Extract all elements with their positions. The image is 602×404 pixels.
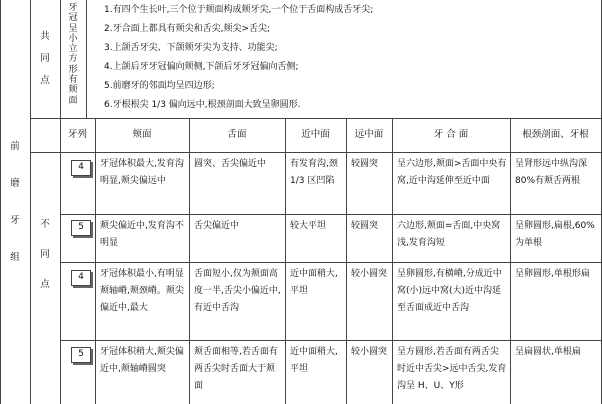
section-label-char: 前 — [10, 141, 20, 152]
header-distal: 远中面 — [354, 129, 384, 140]
cell-mesial: 有发育沟,颈 1/3 区凹陷 — [290, 159, 338, 186]
tooth-number-box: 5 — [71, 347, 91, 363]
grid-line — [95, 118, 96, 404]
cell-buccal: 牙冠体积最大,发育沟明显,颊尖偏远中 — [100, 159, 184, 186]
grid-line — [30, 0, 31, 404]
cell-occlusal: 六边形,颊面=舌面,中央窝浅,发育沟短 — [397, 221, 501, 248]
cell-root: 呈扁圆状,单根扁 — [515, 347, 581, 357]
cell-mesial: 近中面稍大,平坦 — [290, 347, 338, 374]
cell-occlusal: 呈六边形,颊面>舌面中央有窝,近中沟延伸至近中面 — [397, 159, 507, 186]
header-mesial: 近中面 — [301, 129, 330, 140]
header-root: 根颈剖面、牙根 — [522, 129, 589, 140]
header-occlusal: 牙 合 面 — [433, 129, 469, 140]
cell-root: 呈肾形远中纵沟深 80%有颊舌两根 — [515, 159, 588, 186]
cell-buccal: 颊尖偏近中,发育沟不明显 — [100, 221, 184, 248]
grid-line — [189, 118, 190, 404]
grid-line — [60, 340, 602, 341]
cell-lingual: 颊舌面相等,若舌面有两舌尖时舌面大于颊面 — [194, 347, 278, 391]
cell-distal: 较小圆突 — [351, 347, 388, 357]
different-label: 不同点 — [40, 219, 50, 290]
cell-occlusal: 呈方圆形,若舌面有两舌尖时近中舌尖>远中舌尖,发育沟呈 H、U、Y形 — [397, 347, 507, 391]
grid-line — [86, 0, 87, 118]
common-label: 共同点 — [40, 31, 50, 86]
cell-distal: 较圆突 — [351, 221, 379, 231]
cell-lingual: 舌面短小,仅为颊面高度一半,舌尖小偏近中,有近中舌沟 — [194, 269, 281, 313]
common-point: 6.牙根根尖 1/3 偏向远中,根颈剖面大致呈卵圆形. — [104, 100, 301, 110]
section-label-chars — [9, 128, 21, 276]
crown-label: 牙冠呈小立方形有颊面 — [68, 3, 78, 106]
common-point: 4.上颌后牙牙冠偏向颊侧,下颌后牙牙冠偏向舌侧; — [104, 62, 299, 72]
cell-lingual: 舌尖偏近中 — [194, 221, 240, 231]
grid-line — [346, 118, 347, 404]
cell-distal: 较圆突 — [351, 159, 379, 169]
section-label-char: 组 — [10, 252, 20, 263]
grid-line — [60, 0, 61, 404]
section-label-char: 磨 — [10, 178, 20, 189]
tooth-number-box: 4 — [71, 160, 91, 176]
cell-distal: 较小圆突 — [351, 269, 388, 279]
cell-root: 呈卵圆形,扁根,60%为单根 — [515, 221, 595, 248]
grid-line — [510, 118, 511, 404]
header-buccal: 颊面 — [132, 129, 152, 140]
tooth-number-box: 4 — [71, 270, 91, 286]
common-point: 2.牙合面上都具有颊尖和舌尖,颊尖>舌尖; — [104, 24, 271, 34]
grid-line — [30, 152, 602, 153]
cell-root: 呈卵圆形,单根形扁 — [515, 269, 590, 279]
common-point: 1.有四个生长叶,三个位于颊面构成颊牙尖,一个位于舌面构成舌牙尖; — [104, 5, 374, 15]
grid-line — [285, 118, 286, 404]
tooth-number-box: 5 — [71, 220, 91, 236]
grid-line — [0, 0, 1, 404]
section-char — [9, 128, 21, 276]
grid-line — [392, 118, 393, 404]
header-lingual: 舌面 — [227, 129, 247, 140]
cell-mesial: 较大平坦 — [290, 221, 327, 231]
cell-occlusal: 呈卵圆形,有横嵴,分成近中窝(小)远中窝(大)近中沟延至舌面成近中舌沟 — [397, 269, 502, 313]
cell-lingual: 圆突、舌尖偏近中 — [194, 159, 267, 169]
section-label-char: 牙 — [10, 215, 20, 226]
header-tooth: 牙列 — [67, 129, 87, 140]
cell-buccal: 牙冠体积稍大,颊尖偏近中,颊轴嵴圆突 — [100, 347, 184, 374]
common-point: 5.前磨牙的邻面均呈四边形; — [104, 81, 215, 91]
common-point: 3.上颌舌牙尖、下颌颊牙尖为支持、功能尖; — [104, 43, 278, 53]
cell-mesial: 近中面稍大,平坦 — [290, 269, 338, 296]
grid-line — [30, 118, 602, 119]
grid-line — [60, 214, 602, 215]
cell-buccal: 牙冠体积最小,有明显颊轴嵴,颊颈嵴。颊尖偏近中,最大 — [100, 269, 184, 313]
grid-line — [60, 262, 602, 263]
